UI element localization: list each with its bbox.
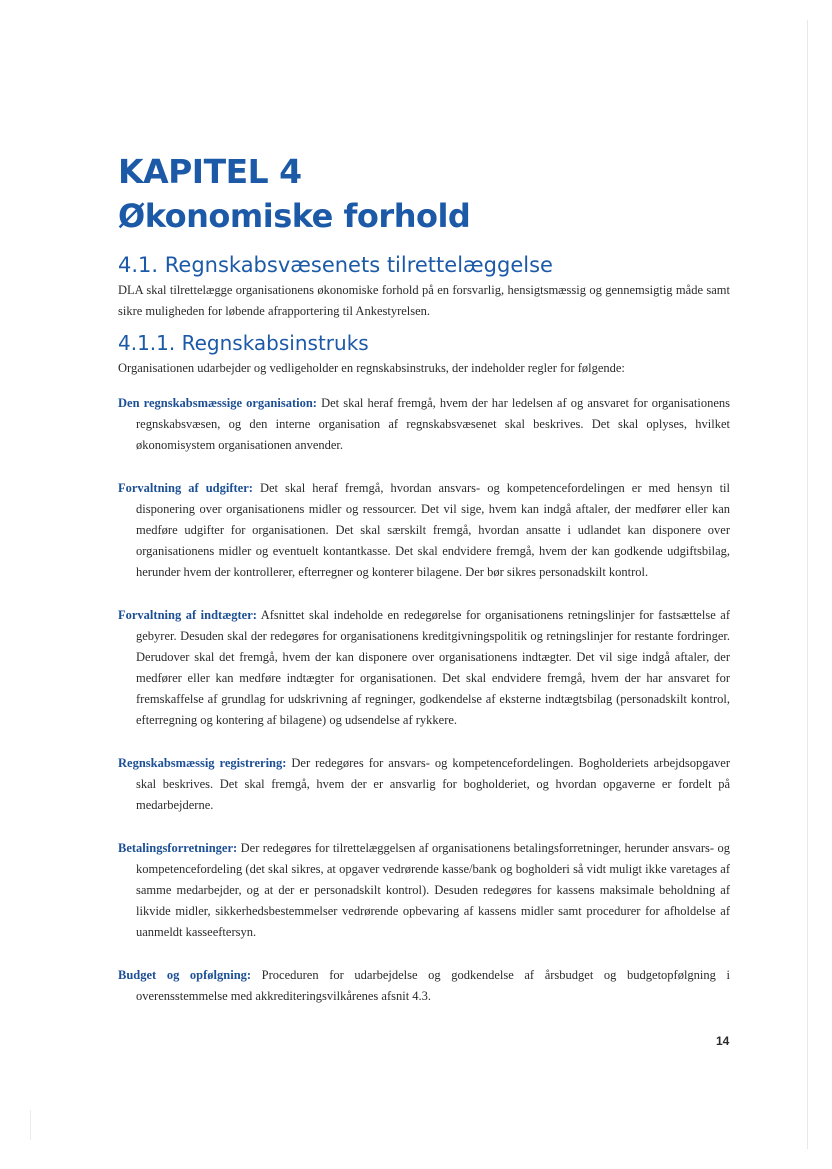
item-regnskabsmaessig-organisation (118, 393, 730, 456)
item-text: Det skal heraf fremgå, hvem der har ledelsen af og ansvaret for organisationens regnskabsvæsen, og den interne organisation af regnskabsvæsenet skal beskrives. Det skal oplyses, hvilket økonomisystem organisationen anvender. (136, 396, 730, 452)
item-forvaltning-udgifter (118, 478, 730, 583)
item-regnskabsmaessig-registrering (118, 753, 730, 816)
item-term: Regnskabsmæssig registrering: (118, 756, 287, 770)
subsection-intro: Organisationen udarbejder og vedligeholder en regnskabsinstruks, der indeholder regler for følgende: (118, 361, 625, 375)
document-body (118, 150, 730, 1007)
item-term: Den regnskabsmæssige organisation: (118, 396, 317, 410)
section-heading: 4.1. Regnskabsvæsenets tilrettelæggelse (118, 253, 553, 277)
chapter-title: Økonomiske forhold (118, 197, 471, 235)
page-edge-line (807, 20, 808, 1149)
item-budget-opfoelgning (118, 965, 730, 1007)
item-text: Afsnittet skal indeholde en redegørelse for organisationens retningslinjer for fastsættelse af gebyrer. Desuden skal der redegøres for organisationens kreditgivningspolitik og retningslinjer for restante fordringer. Derudover skal det fremgå, hvem der kan disponere over organisationens indtægter. Det vil sige indgå aftaler, der medfører eller kan medføre indtægter for organisationen. Det skal endvidere fremgå, hvem der har ansvaret for fremskaffelse af grundlag for udskrivning af regninger, godkendelse af eksterne indtægtsbilag (personadskilt kontrol, efterregning og kontering af bilagene) og udsendelse af rykkere. (136, 608, 730, 727)
item-text: Der redegøres for ansvars- og kompetencefordelingen. Bogholderiets arbejdsopgaver skal beskrives. Det skal fremgå, hvem der er ansvarlig for bogholderiet, og hvordan opgaverne er fordelt på medarbejderne. (136, 756, 730, 812)
chapter-label: KAPITEL 4 (118, 152, 302, 191)
item-term: Forvaltning af udgifter: (118, 481, 253, 495)
item-term: Budget og opfølgning: (118, 968, 252, 982)
section-intro: DLA skal tilrettelægge organisationens økonomiske forhold på en forsvarlig, hensigtsmæssig og gennemsigtig måde samt sikre muligheden for løbende afrapportering til Ankestyrelsen. (118, 283, 730, 318)
subsection-heading: 4.1.1. Regnskabsinstruks (118, 331, 369, 355)
scan-mark (30, 1110, 31, 1140)
item-betalingsforretninger (118, 838, 730, 943)
item-text: Det skal heraf fremgå, hvordan ansvars- og kompetencefordelingen er med hensyn til disponering over organisationens midler og ressourcer. Det vil sige, hvem kan indgå aftaler, der medfører eller kan medføre udgifter for organisationen. Det skal særskilt fremgå, hvordan ansatte i udlandet kan disponere over organisationens midler og eventuelt kontantkasse. Det skal endvidere fremgå, hvem der kan godkende udgiftsbilag, herunder hvem der kontrollerer, efterregner og konterer bilagene. Der bør sikres personadskilt kontrol. (136, 481, 730, 579)
item-term: Forvaltning af indtægter: (118, 608, 257, 622)
item-text: Proceduren for udarbejdelse og godkendelse af årsbudget og budgetopfølgning i overensstemmelse med akkrediteringsvilkårenes afsnit 4.3. (136, 968, 730, 1003)
page-number: 14 (716, 1034, 730, 1048)
item-forvaltning-indtaegter (118, 605, 730, 731)
item-term: Betalingsforretninger: (118, 841, 238, 855)
item-text: Der redegøres for tilrettelæggelsen af organisationens betalingsforretninger, herunder ansvars- og kompetencefordeling (det skal sikres, at opgaver vedrørende kasse/bank og bogholderi så vidt muligt ikke varetages af samme medarbejder, og at der er personadskilt kontrol). Desuden redegøres for kassens maksimale beholdning af likvide midler, sikkerhedsbestemmelser vedrørende opbevaring af kassens midler samt procedurer for afholdelse af uanmeldt kasseeftersyn. (136, 841, 730, 939)
